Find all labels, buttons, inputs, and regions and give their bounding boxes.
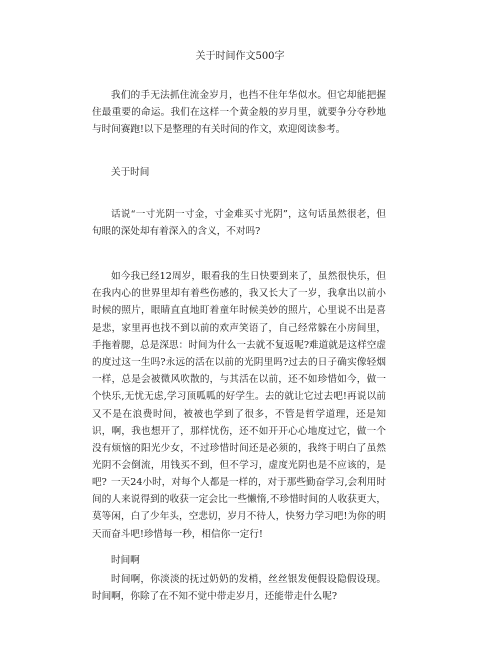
section1-paragraph-1: 话说“一寸光阴一寸金，寸金难买寸光阴”，这句话虽然很老，但旬眼的深处却有着深入的含义，不对吗? bbox=[92, 209, 386, 238]
section1-paragraph-3: 一天24小时，对每个人都是一样的，对于那些勤奋学习,会利用时间的人来说得到的收获一定会比一些懒惰,不珍惜时间的人收获更大，莫等闲，白了少年头，空悲切，岁月不待人，快努力学习吧!为你的明天而奋斗吧!珍惜每一秒，相信你一定行! bbox=[92, 477, 386, 540]
section-heading-about-time: 关于时间 bbox=[111, 167, 150, 178]
intro-paragraph: 我们的手无法抓住流金岁月，也挡不住年华似水。但它却能把握住最重要的命运。我们在这样一个黄金般的岁月里，就要争分夺秒地与时间赛跑!以下是整理的有关时间的作文，欢迎阅读参考。 bbox=[92, 90, 386, 136]
section-heading-time-ah: 时间啊 bbox=[111, 555, 140, 566]
section1-paragraph-2: 如今我已经12周岁，眼看我的生日快要到来了，虽然很快乐，但在我内心的世界里却有着些伤感的，我又长大了一岁，我拿出以前小时候的照片，眼睛直直地盯着童年时候美妙的照片，心里说不出是喜是悲，家里再也找不到以前的欢声笑语了，自己经常躲在小房间里，手拖着腮，总是深思：时间为什么一去就不复返呢?难道就是这样空虚的度过这一生吗?永远的活在以前的光阴里吗?过去的日子确实像轻烟一样，总是会被微风吹散的，与其活在以前，还不如珍惜如今，做一个快乐,无忧无虑,学习顶呱呱的好学生。去的就让它过去吧!再说以前又不是在浪费时间，被被也学到了很多，不管是哲学道理，还是知识，啊，我也想开了，那样忧伤，还不如开开心心地度过它，做一个没有烦恼的阳光少女，不过珍惜时间还是必须的，我终于明白了虽然光阴不会倒流，用钱买不到，但不学习，虚度光阴也是不应该的，是吧? bbox=[92, 271, 386, 489]
document-title: 关于时间作文500字 bbox=[195, 51, 285, 62]
section2-paragraph-1: 时间啊，你淡淡的抚过奶奶的发梢，丝丝银发便假设隐假设现。时间啊，你除了在不知不觉中带走岁月，还能带走什么呢? bbox=[92, 574, 386, 603]
